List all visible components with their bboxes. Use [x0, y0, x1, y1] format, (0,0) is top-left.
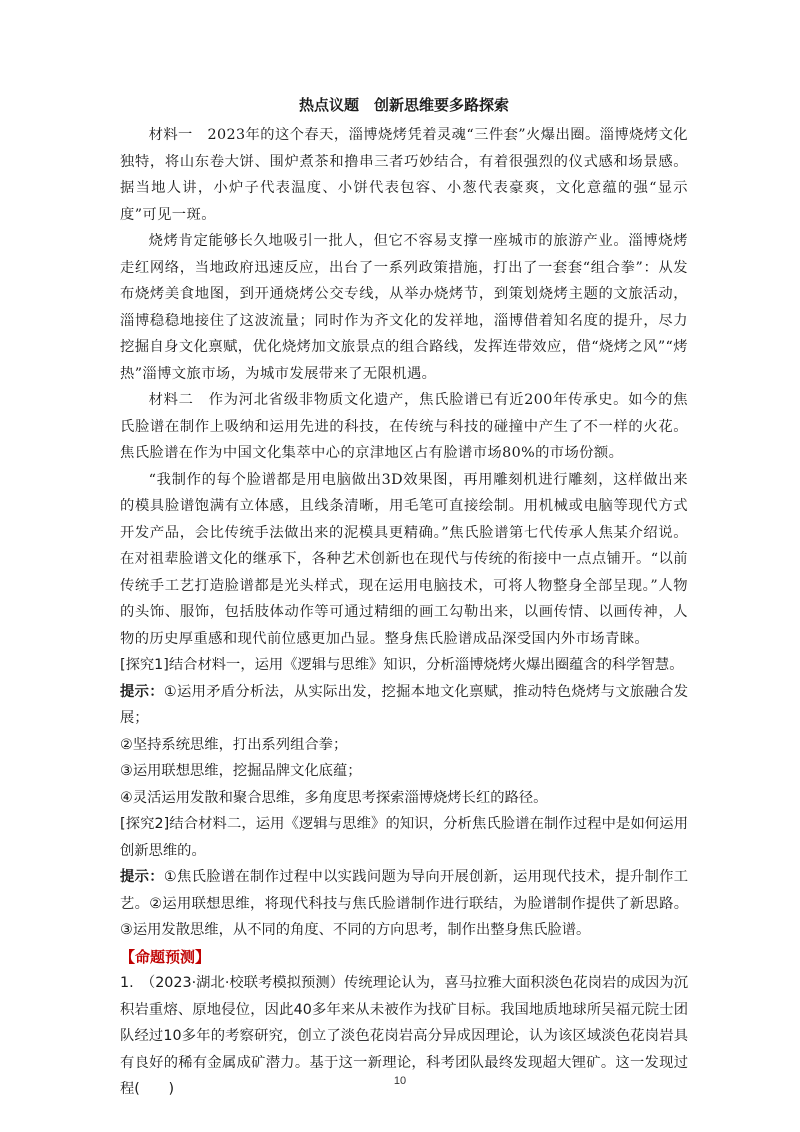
explore1-hint-first: ①运用矛盾分析法，从实际出发，挖掘本地文化禀赋，推动特色烧烤与文旅融合发展； — [120, 683, 688, 726]
explore1-question: [探究1]结合材料一，运用《逻辑与思维》知识，分析淄博烧烤火爆出圈蕴含的科学智慧。 — [120, 657, 684, 673]
explore1-point-2: ②坚持系统思维，打出系列组合拳； — [120, 736, 348, 753]
explore2-hint-text: ①焦氏脸谱在制作过程中以实践问题为导向开展创新，运用现代技术，提升制作工艺。②运用联想思维，将现代科技与焦氏脸谱制作进行联结，为脸谱制作提供了新思路。③运用发散思维，从不同的角度、不同的方向思考，制作出整身焦氏脸谱。 — [120, 869, 688, 938]
explore2-hint — [120, 864, 688, 944]
explore1-point-3: ③运用联想思维，挖掘品牌文化底蕴； — [120, 763, 362, 779]
page-content — [120, 92, 688, 1103]
explore1-hint-label: 提示： — [120, 683, 164, 700]
material2-paragraph-2: “我制作的每个脸谱都是用电脑做出3D效果图，再用雕刻机进行雕刻，这样做出来的模具脸谱饱满有立体感，且线条清晰，用毛笔可直接绘制。用机械或电脑等现代方式开发产品，会比传统手法做出来的泥模具更精确。”焦氏脸谱第七代传承人焦某介绍说。在对祖辈脸谱文化的继承下，各种艺术创新也在现代与传统的衔接中一点点铺开。“以前传统手工艺打造脸谱都是光头样式，现在运用电脑技术，可将人物整身全部呈现。”人物的头饰、服饰，包括肢体动作等可通过精细的画工勾勒出来，以画传情、以画传神，人物的历史厚重感和现代前位感更加凸显。整身焦氏脸谱成品深受国内外市场青睐。 — [120, 471, 688, 647]
explore2-question: [探究2]结合材料二，运用《逻辑与思维》的知识，分析焦氏脸谱在制作过程中是如何运用创新思维的。 — [120, 816, 688, 859]
explore1-hint — [120, 679, 688, 732]
page-number: 10 — [393, 1075, 407, 1087]
explore2-hint-label: 提示： — [120, 869, 164, 885]
question-1: 1. （2023·湖北·校联考模拟预测）传统理论认为，喜马拉雅大面积淡色花岗岩的成因为沉积岩重熔、原地侵位，因此40多年来从未被作为找矿目标。我国地质地球所吴福元院士团队经过10多年的考察研究，创立了淡色花岗岩高分异成因理论，认为该区域淡色花岗岩具有良好的稀有金属成矿潜力。基于这一新理论，科考团队最终发现超大锂矿。这一发现过程( ) — [120, 975, 688, 1097]
material2-paragraph-1: 材料二 作为河北省级非物质文化遗产，焦氏脸谱已有近200年传承史。如今的焦氏脸谱在制作上吸纳和运用先进的科技，在传统与科技的碰撞中产生了不一样的火花。焦氏脸谱在作为中国文化集萃中心的京津地区占有脸谱市场80%的市场份额。 — [120, 392, 688, 461]
explore1-point-4: ④灵活运用发散和聚合思维，多角度思考探索淄博烧烤长红的路径。 — [120, 789, 548, 806]
material1-paragraph-2: 烧烤肯定能够长久地吸引一批人，但它不容易支撑一座城市的旅游产业。淄博烧烤走红网络，当地政府迅速反应，出台了一系列政策措施，打出了一套套“组合拳”：从发布烧烤美食地图，到开通烧烤公交专线，从举办烧烤节，到策划烧烤主题的文旅活动，淄博稳稳地接住了这波流量；同时作为齐文化的发祥地，淄博借着知名度的提升，尽力挖掘自身文化禀赋，优化烧烤加文旅景点的组合路线，发挥连带效应，借“烧烤之风”“烤热”淄博文旅市场，为城市发展带来了无限机遇。 — [120, 233, 688, 382]
section-heading: 【命题预测】 — [120, 947, 211, 966]
material1-paragraph-1: 材料一 2023年的这个春天，淄博烧烤凭着灵魂“三件套”火爆出圈。淄博烧烤文化独特，将山东卷大饼、围炉煮茶和撸串三者巧妙结合，有着很强烈的仪式感和场景感。据当地人讲，小炉子代表温度、小饼代表包容、小葱代表豪爽，文化意蕴的强“显示度”可见一斑。 — [120, 127, 688, 223]
page-title: 热点议题 创新思维要多路探索 — [298, 96, 509, 114]
